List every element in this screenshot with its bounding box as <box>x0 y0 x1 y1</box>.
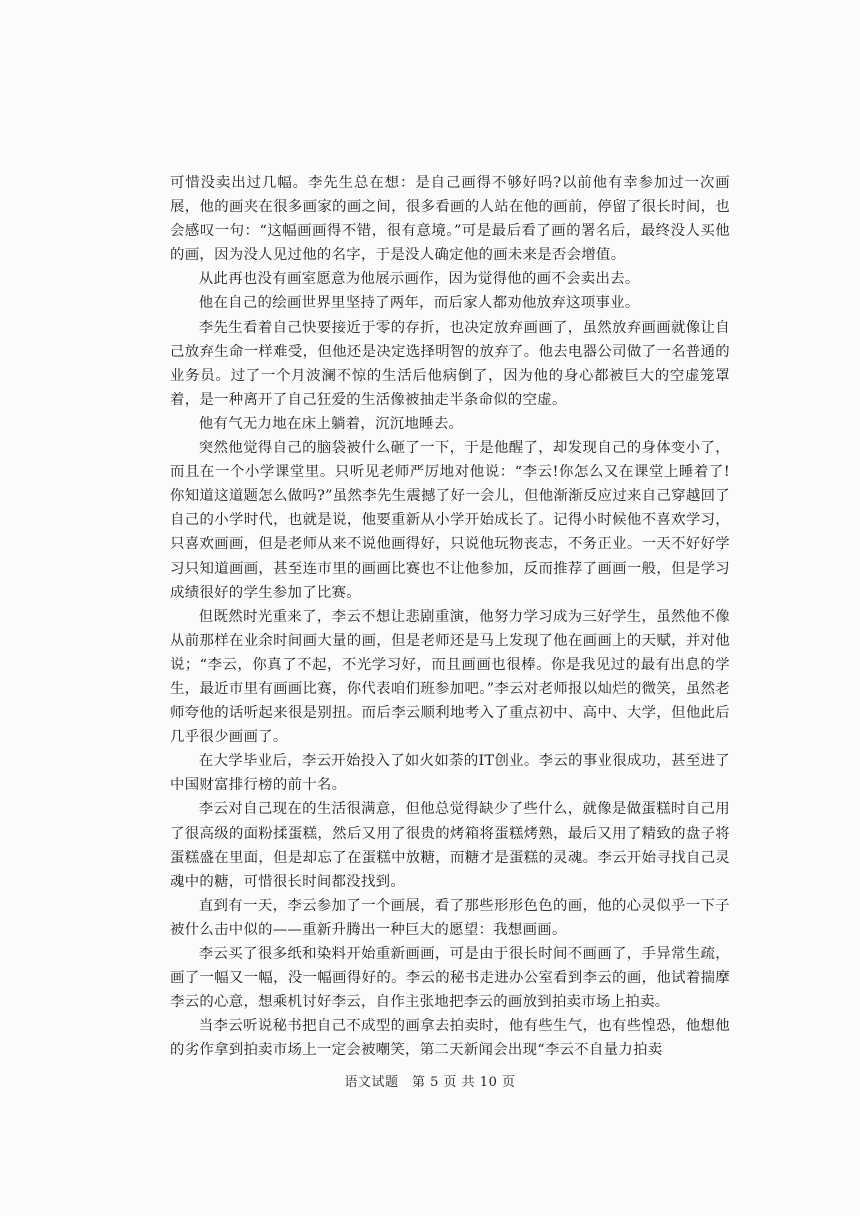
page-footer: 语文试题 第 5 页 共 10 页 <box>344 1075 516 1090</box>
paragraph: 他在自己的绘画世界里坚持了两年，而后家人都劝他放弃这项事业。 <box>198 295 640 312</box>
article-body <box>170 171 730 1062</box>
paragraph: 李先生看着自己快要接近于零的存折，也决定放弃画画了，虽然放弃画画就像让自己放弃生命一样难受，但他还是决定选择明智的放弃了。他去电器公司做了一名普通的业务员。过了一个月波澜不惊的生活后他病倒了，因为他的身心都被巨大的空虚笼罩着，是一种离开了自己狂爱的生活像被抽走半条命似的空虚。 <box>170 319 730 408</box>
paragraph: 他有气无力地在床上躺着，沉沉地睡去。 <box>198 415 464 432</box>
paragraph: 当李云听说秘书把自己不成型的画拿去拍卖时，他有些生气，也有些惶恐，他想他的劣作拿到拍卖市场上一定会被嘲笑，第二天新闻会出现“李云不自量力拍卖 <box>170 1018 730 1059</box>
paragraph: 突然他觉得自己的脑袋被什么砸了一下，于是他醒了，却发现自己的身体变小了，而且在一个小学课堂里。只听见老师严厉地对他说：“李云!你怎么又在课堂上睡着了!你知道这道题怎么做吗?”虽然李先生震撼了好一会儿，但他渐渐反应过来自己穿越回了自己的小学时代，也就是说，他要重新从小学开始成长了。记得小时候他不喜欢学习，只喜欢画画，但是老师从来不说他画得好，只说他玩物丧志，不务正业。一天不好好学习只知道画画，甚至连市里的画画比赛也不让他参加，反而推荐了画画一般，但是学习成绩很好的学生参加了比赛。 <box>170 440 730 601</box>
paragraph: 但既然时光重来了，李云不想让悲剧重演，他努力学习成为三好学生，虽然他不像从前那样在业余时间画大量的画，但是老师还是马上发现了他在画画上的天赋，并对他说；“李云，你真了不起，不光学习好，而且画画也很棒。你是我见过的最有出息的学生，最近市里有画画比赛，你代表咱们班参加吧。”李云对老师报以灿烂的微笑，虽然老师夸他的话听起来很是别扭。而后李云顺利地考入了重点初中、高中、大学，但他此后几乎很少画画了。 <box>170 608 730 746</box>
paragraph: 从此再也没有画室愿意为他展示画作，因为觉得他的画不会卖出去。 <box>198 271 640 288</box>
paragraph: 李云买了很多纸和染料开始重新画画，可是由于很长时间不画画了，手异常生疏，画了一幅又一幅，没一幅画得好的。李云的秘书走进办公室看到李云的画，他试着揣摩李云的心意，想乘机讨好李云，自作主张地把李云的画放到拍卖市场上拍卖。 <box>170 946 730 1011</box>
paragraph: 直到有一天，李云参加了一个画展，看了那些形形色色的画，他的心灵似乎一下子被什么击中似的——重新升腾出一种巨大的愿望：我想画画。 <box>170 897 730 938</box>
paragraph: 可惜没卖出过几幅。李先生总在想：是自己画得不够好吗?以前他有幸参加过一次画展，他的画夹在很多画家的画之间，很多看画的人站在他的画前，停留了很长时间，也会感叹一句：“这幅画画得不错，很有意境。”可是最后看了画的署名后，最终没人买他的画，因为没人见过他的名字，于是没人确定他的画未来是否会增值。 <box>170 175 730 264</box>
paragraph: 在大学毕业后，李云开始投入了如火如荼的IT创业。李云的事业很成功，甚至进了中国财富排行榜的前十名。 <box>170 753 730 794</box>
paragraph: 李云对自己现在的生活很满意，但他总觉得缺少了些什么，就像是做蛋糕时自己用了很高级的面粉揉蛋糕，然后又用了很贵的烤箱将蛋糕烤熟，最后又用了精致的盘子将蛋糕盛在里面，但是却忘了在蛋糕中放糖，而糖才是蛋糕的灵魂。李云开始寻找自己灵魂中的糖，可惜很长时间都没找到。 <box>170 801 730 890</box>
